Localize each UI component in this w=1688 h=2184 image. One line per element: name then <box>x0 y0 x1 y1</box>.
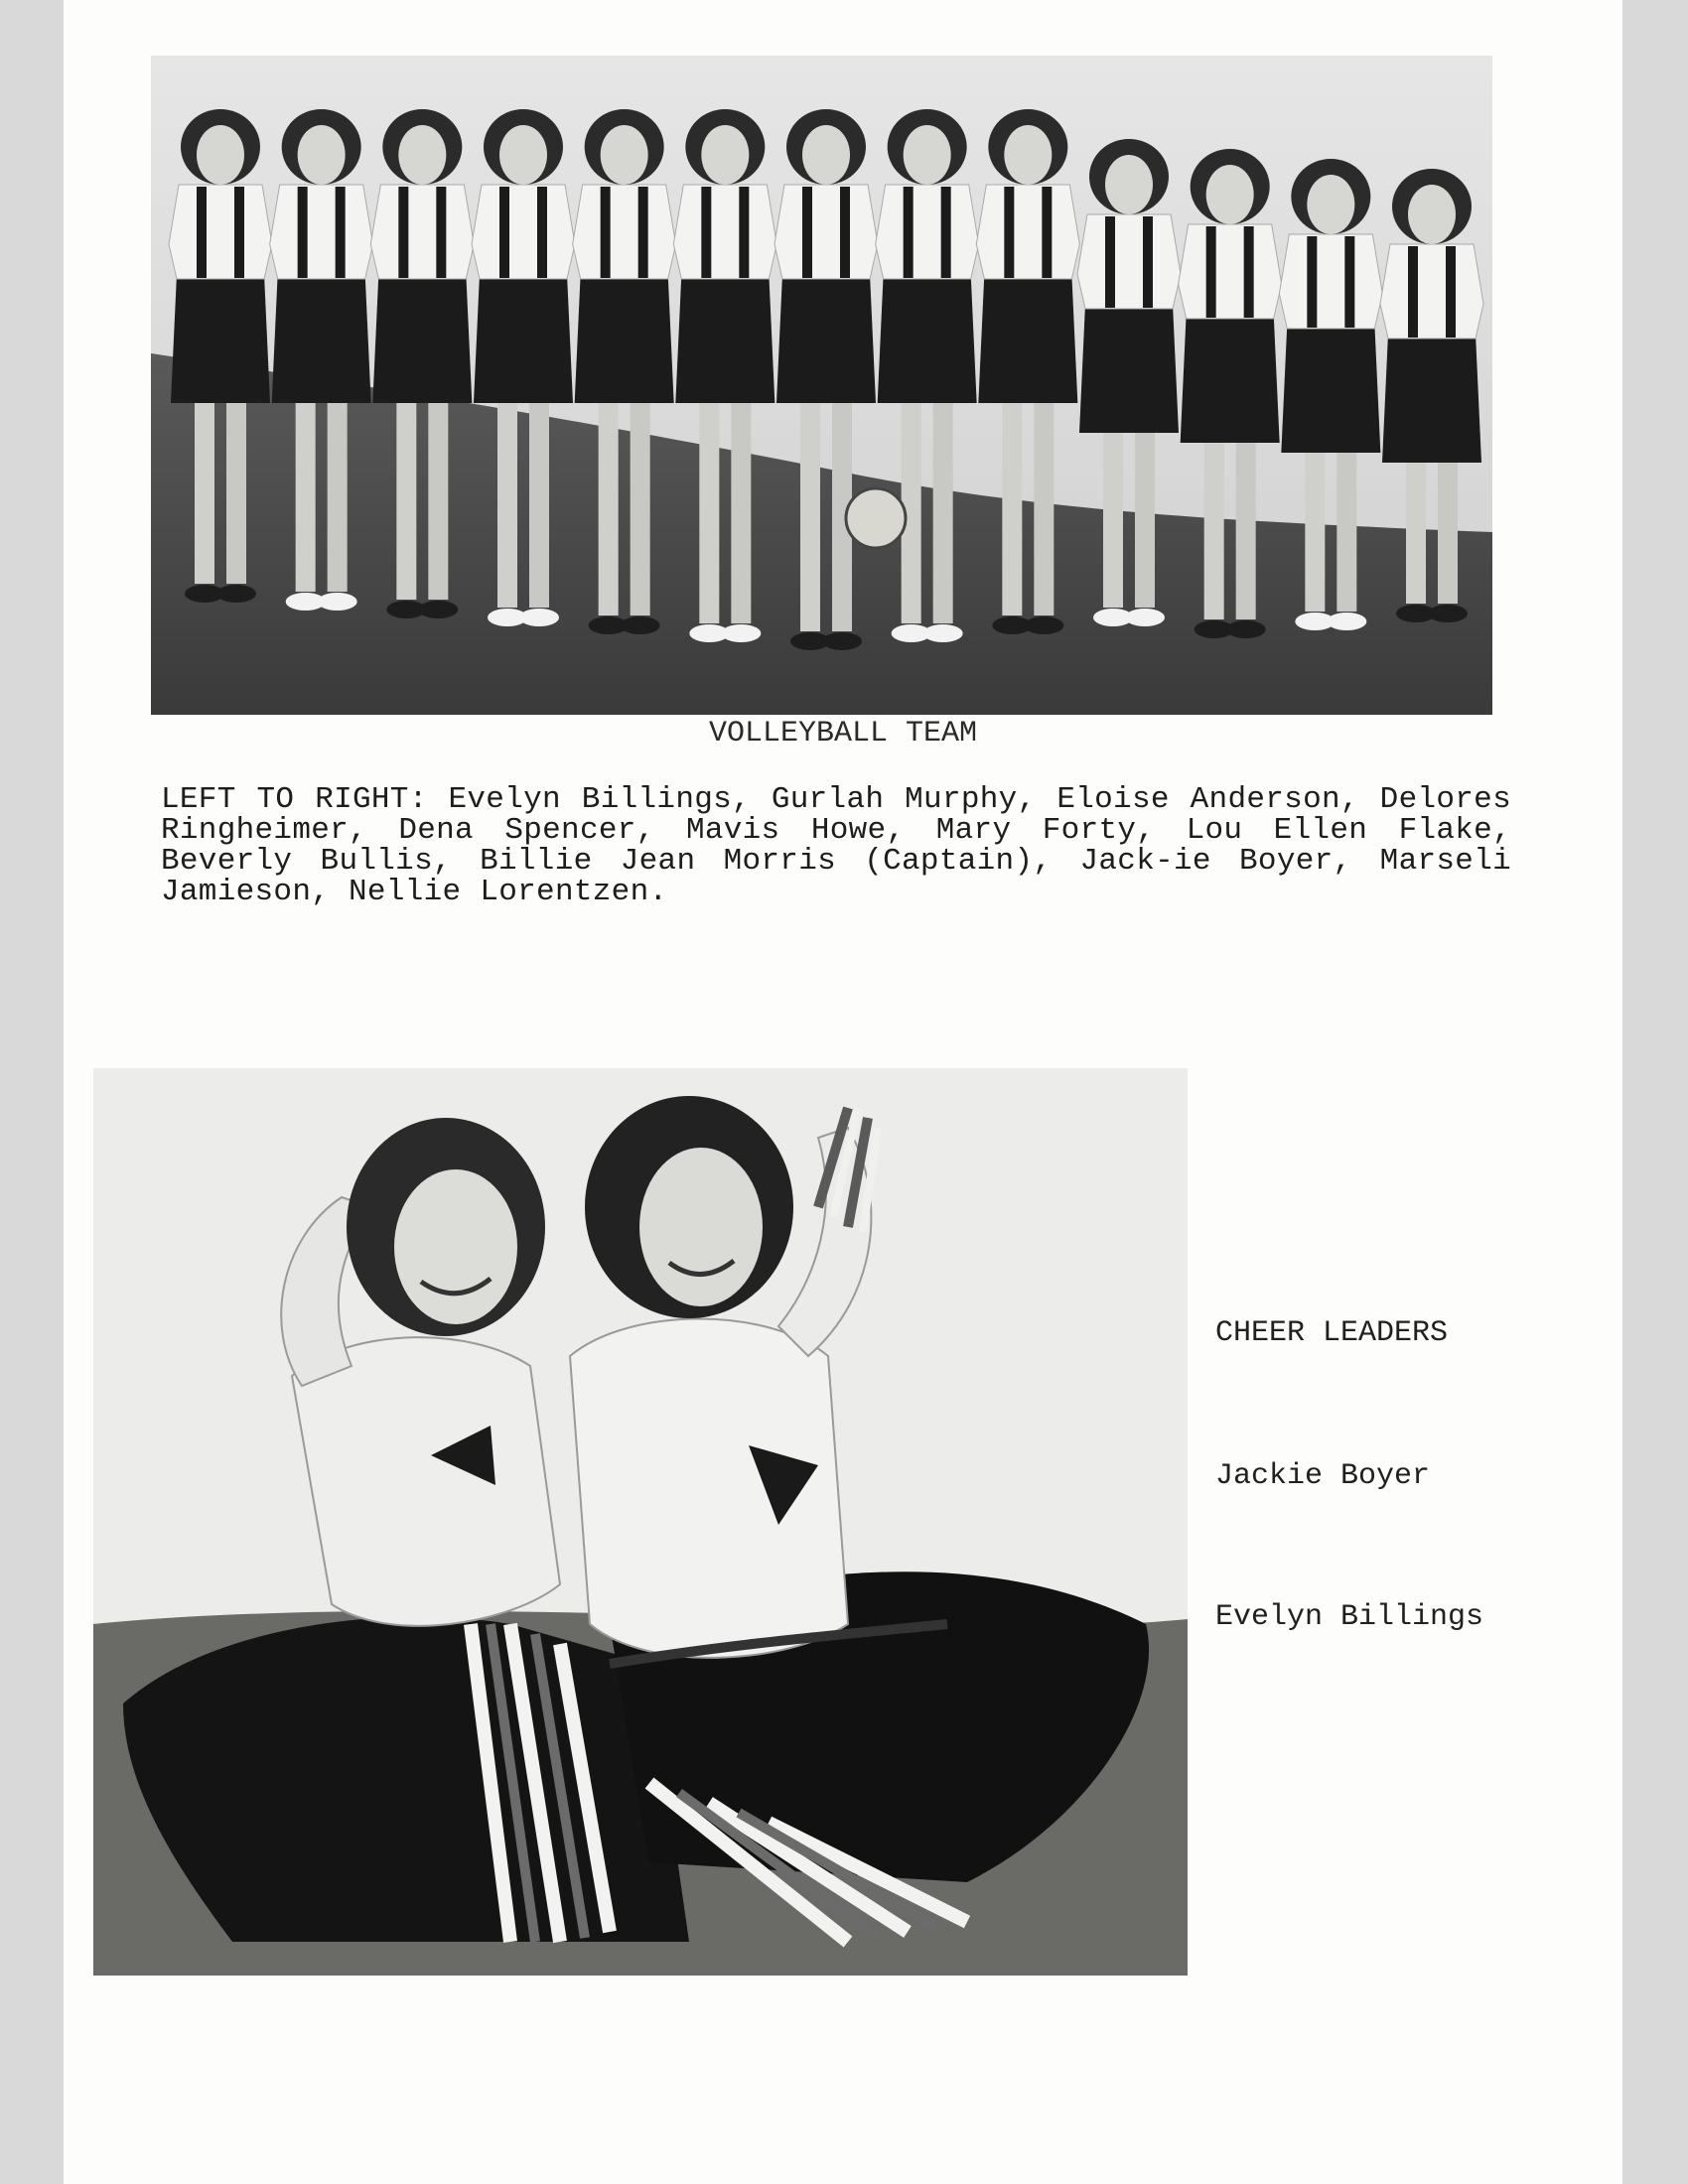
cheer-leader-name: Jackie Boyer <box>1215 1459 1431 1493</box>
volleyball-caption: VOLLEYBALL TEAM <box>708 717 978 751</box>
cheer-leaders-title: CHEER LEADERS <box>1215 1316 1449 1350</box>
volleyball-team-photo <box>151 56 1492 715</box>
cheer-leaders-photo <box>93 1068 1188 1976</box>
team-names-list: LEFT TO RIGHT: Evelyn Billings, Gurlah Murphy, Eloise Anderson, Delores Ringheimer, Dena Spencer, Mavis Howe, Mary Forty, Lou Ellen Flake, Beverly Bullis, Billie Jean Morris (Captain), Jack-ie Boyer, Marseli Jamieson, Nellie Lorentzen. <box>161 782 1511 909</box>
yearbook-page <box>64 0 1622 2184</box>
cheer-leader-name: Evelyn Billings <box>1215 1600 1484 1634</box>
